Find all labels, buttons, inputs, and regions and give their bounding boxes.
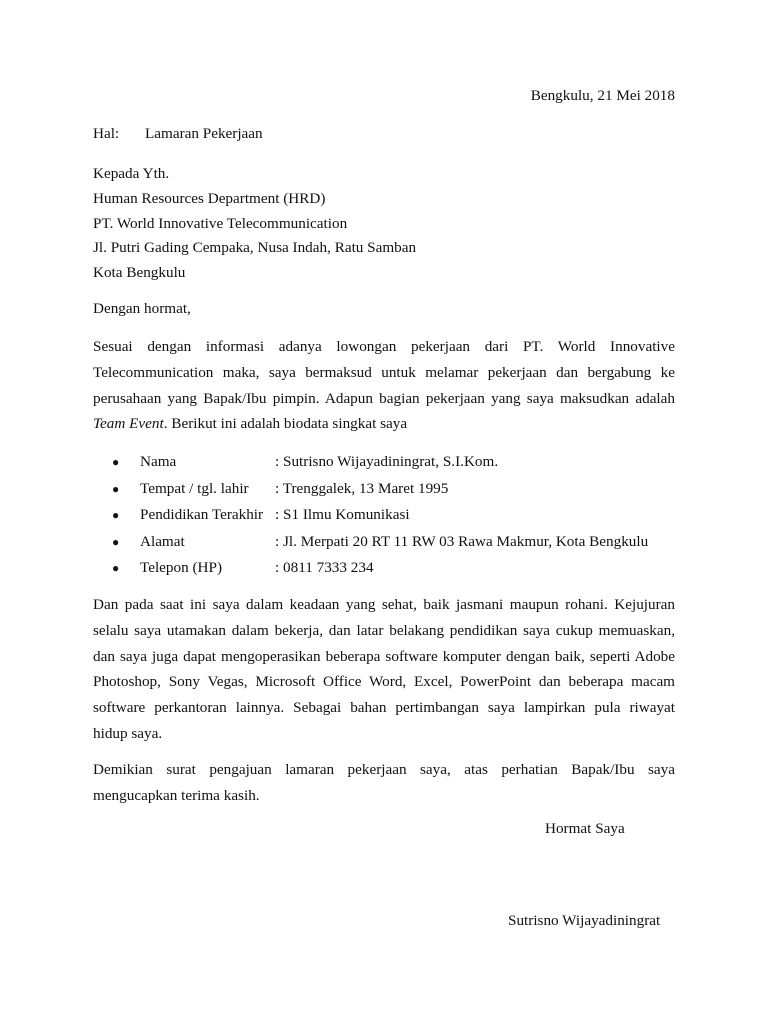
recipient-line: Human Resources Department (HRD) xyxy=(93,189,326,207)
paragraph-line: Telecommunication maka, saya bermaksud untuk melamar pekerjaan dan bergabung ke xyxy=(93,363,675,381)
list-item xyxy=(112,530,648,557)
bio-key: Telepon (HP) xyxy=(140,559,223,576)
letter-date: Bengkulu, 21 Mei 2018 xyxy=(530,87,675,104)
bullet-icon: ● xyxy=(112,481,120,496)
paragraph-line-rest: . Berikut ini adalah biodata singkat saya xyxy=(163,415,408,433)
bio-key: Alamat xyxy=(140,532,185,550)
bio-value: : Trenggalek, 13 Maret 1995 xyxy=(275,479,449,497)
bio-key: Pendidikan Terakhir xyxy=(140,506,264,523)
paragraph-line: hidup saya. xyxy=(93,724,163,742)
bio-value: : Sutrisno Wijayadiningrat, S.I.Kom. xyxy=(275,453,499,470)
paragraph-closing xyxy=(93,757,675,809)
position-name: Team Event xyxy=(93,415,164,433)
paragraph-line: Demikian surat pengajuan lamaran pekerjaan saya, atas perhatian Bapak/Ibu saya xyxy=(93,761,675,778)
bio-value: : 0811 7333 234 xyxy=(275,559,374,576)
signer-name: Sutrisno Wijayadiningrat xyxy=(508,912,661,929)
bio-value: : S1 Ilmu Komunikasi xyxy=(275,506,410,523)
recipient-line: Jl. Putri Gading Cempaka, Nusa Indah, Ratu Samban xyxy=(93,239,417,257)
paragraph-line xyxy=(93,411,675,437)
paragraph-intro xyxy=(93,334,675,437)
paragraph-line: selalu saya utamakan dalam bekerja, dan latar belakang pendidikan saya cukup memuaskan, xyxy=(93,621,675,639)
closing-salutation: Hormat Saya xyxy=(545,820,625,837)
paragraph-line: perusahaan yang Bapak/Ibu pimpin. Adapun bagian pekerjaan yang saya maksudkan adalah xyxy=(93,389,675,407)
recipient-line: PT. World Innovative Telecommunication xyxy=(93,214,348,232)
biodata-list xyxy=(112,450,648,583)
recipient-block xyxy=(93,162,416,286)
paragraph-line: Sesuai dengan informasi adanya lowongan pekerjaan dari PT. World Innovative xyxy=(93,338,675,355)
paragraph-line: Dan pada saat ini saya dalam keadaan yang sehat, baik jasmani maupun rohani. Kejujuran xyxy=(93,596,675,613)
subject-label: Hal: xyxy=(93,125,120,142)
bio-value: : Jl. Merpati 20 RT 11 RW 03 Rawa Makmur, Kota Bengkulu xyxy=(275,532,649,550)
recipient-line: Kepada Yth. xyxy=(93,165,170,182)
greeting: Dengan hormat, xyxy=(93,300,191,317)
bullet-icon: ● xyxy=(112,508,120,522)
bullet-icon: ● xyxy=(112,561,120,575)
recipient-line: Kota Bengkulu xyxy=(93,264,186,282)
bullet-icon: ● xyxy=(112,534,120,549)
paragraph-line: Photoshop, Sony Vegas, Microsoft Office Word, Excel, PowerPoint dan beberapa macam xyxy=(93,673,675,691)
list-item xyxy=(112,503,648,530)
bullet-icon: ● xyxy=(112,455,120,469)
bio-key: Nama xyxy=(140,453,177,470)
list-item xyxy=(112,556,648,583)
paragraph-line: mengucapkan terima kasih. xyxy=(93,786,260,804)
paragraph-line: software perkantoran lainnya. Sebagai bahan pertimbangan saya lampirkan pula riwayat xyxy=(93,699,675,717)
list-item xyxy=(112,477,648,504)
letter-subject xyxy=(93,125,263,143)
paragraph-line: dan saya juga dapat mengoperasikan beberapa software komputer dengan baik, seperti Adobe xyxy=(93,647,675,665)
subject-value: Lamaran Pekerjaan xyxy=(145,125,263,142)
paragraph-skills xyxy=(93,592,675,747)
list-item xyxy=(112,450,648,477)
bio-key: Tempat / tgl. lahir xyxy=(140,479,249,497)
